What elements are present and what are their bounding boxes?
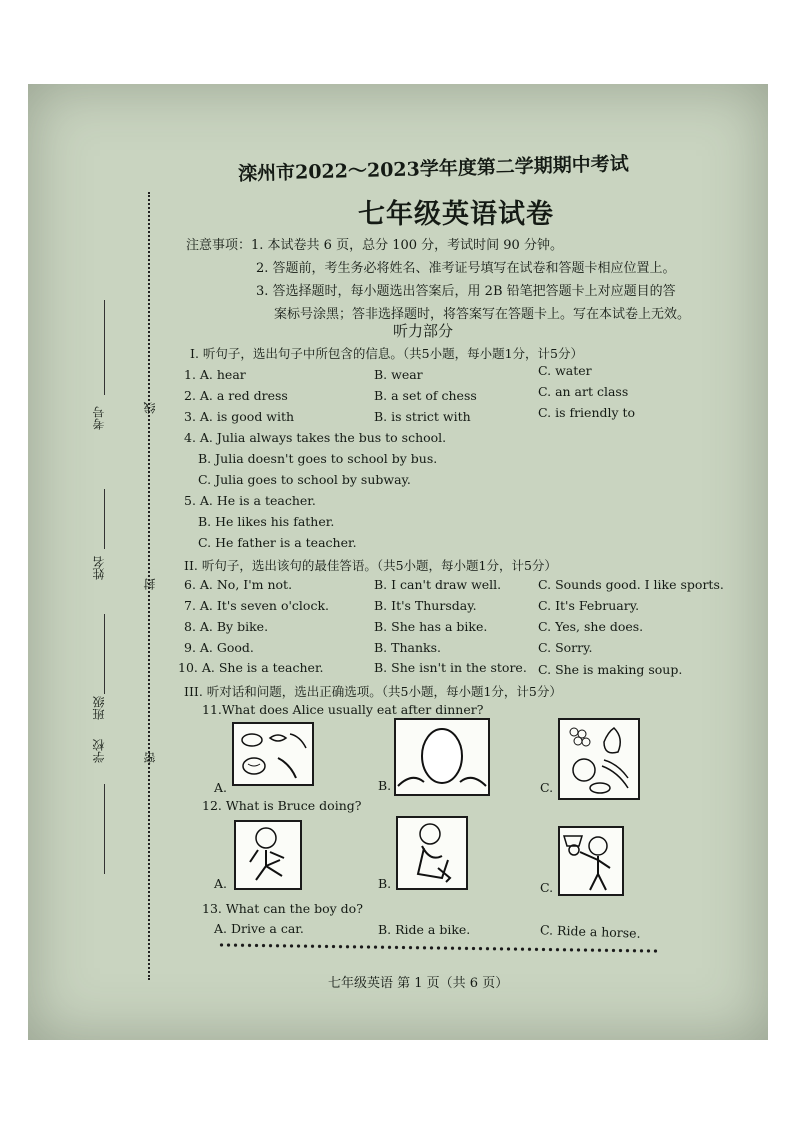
q7-option-c: C. It's February. [538,598,640,613]
kaohao-label: 考号 [92,406,106,430]
q12-picture-cleaning [396,816,468,890]
q8-option-c: C. Yes, she does. [538,619,644,634]
fruits-icon [560,720,638,798]
q5-option-b: B. He likes his father. [198,514,335,529]
q2-option-b: B. a set of chess [374,388,477,403]
q12-option-a: A. [214,876,228,891]
page-footer: 七年级英语 第 1 页（共 6 页） [328,976,509,991]
q3-option-b: B. is strict with [374,409,471,424]
q6-option-a: 6. A. No, I'm not. [184,577,293,592]
notice-line-4: 案标号涂黑；答非选择题时，将答案写在答题卡上。写在本试卷上无效。 [274,307,691,322]
q12-option-b: B. [378,876,392,891]
q11-question: 11.What does Alice usually eat after dinner? [202,702,484,717]
q9-option-b: B. Thanks. [374,640,441,655]
q1-option-a: 1. A. hear [184,367,246,382]
notice-line-2: 2. 答题前，考生务必将姓名、准考证号填写在试卷和答题卡相应位置上。 [256,261,676,276]
q3-option-c: C. is friendly to [538,405,636,420]
q4-option-a: 4. A. Julia always takes the bus to school. [184,430,447,445]
q11-picture-fruits [558,718,640,800]
egg-icon [396,720,488,794]
part2-heading: II. 听句子，选出该句的最佳答语。（共5小题，每小题1分，计5分） [184,558,557,573]
q4-option-b: B. Julia doesn't goes to school by bus. [198,451,438,466]
q7-option-a: 7. A. It's seven o'clock. [184,598,329,613]
q5-option-c: C. He father is a teacher. [198,535,357,550]
running-boy-icon [236,822,300,888]
q2-option-c: C. an art class [538,384,629,399]
q12-picture-running [234,820,302,890]
xuexiao-label: 学校 [92,739,106,763]
banji-label: 班级 [92,696,106,720]
xingming-line [104,489,105,549]
binding-mark-xian: 线 [143,402,157,414]
part3-heading: III. 听对话和问题，选出正确选项。（共5小题，每小题1分，计5分） [184,684,562,699]
q8-option-b: B. She has a bike. [374,619,488,634]
cleaning-boy-icon [398,818,466,888]
q8-option-a: 8. A. By bike. [184,619,269,634]
q6-option-b: B. I can't draw well. [374,577,502,592]
q12-question: 12. What is Bruce doing? [202,798,362,813]
notice-line-1: 注意事项：1. 本试卷共 6 页，总分 100 分，考试时间 90 分钟。 [186,238,563,253]
q4-option-c: C. Julia goes to school by subway. [198,472,411,487]
q11-picture-vegetables [232,722,314,786]
notice-line-3: 3. 答选择题时，每小题选出答案后，用 2B 铅笔把答题卡上对应题目的答 [256,284,676,299]
q10-option-b: B. She isn't in the store. [374,660,527,675]
q11-picture-egg [394,718,490,796]
basketball-boy-icon [560,828,622,894]
kaohao-line [104,300,105,395]
q9-option-c: C. Sorry. [538,640,593,655]
q12-picture-basketball [558,826,624,896]
q11-option-a: A. [214,780,228,795]
q12-option-c: C. [540,880,554,895]
q1-option-c: C. water [538,363,592,378]
xingming-label: 姓名 [92,556,106,580]
q13-option-c: C. Ride a horse. [539,922,641,941]
q2-option-a: 2. A. a red dress [184,388,288,403]
q9-option-a: 9. A. Good. [184,640,254,655]
binding-mark-mi: 密 [143,752,157,764]
q7-option-b: B. It's Thursday. [374,598,477,613]
star-divider [218,941,658,955]
exam-title-line1: 滦州市2022～2023学年度第二学期期中考试 [237,152,630,186]
q13-question: 13. What can the boy do? [202,901,363,916]
q10-option-a: 10. A. She is a teacher. [178,660,324,675]
q5-option-a: 5. A. He is a teacher. [184,493,316,508]
section-title: 听力部分 [393,322,454,340]
q11-option-c: C. [540,780,554,795]
exam-title-line2: 七年级英语试卷 [358,199,554,230]
q6-option-c: C. Sounds good. I like sports. [538,577,724,592]
binding-mark-feng: 封 [143,578,157,590]
q13-option-b: B. Ride a bike. [378,922,471,937]
vegetables-icon [234,724,312,784]
xingming-line-2 [104,614,105,694]
q3-option-a: 3. A. is good with [184,409,295,424]
q11-option-b: B. [378,778,392,793]
q13-option-a: A. Drive a car. [214,921,304,936]
xuexiao-line [104,784,105,874]
part1-heading: I. 听句子，选出句子中所包含的信息。（共5小题，每小题1分，计5分） [190,346,583,361]
exam-sheet [28,84,768,1040]
q10-option-c: C. She is making soup. [538,662,683,677]
q1-option-b: B. wear [374,367,423,382]
